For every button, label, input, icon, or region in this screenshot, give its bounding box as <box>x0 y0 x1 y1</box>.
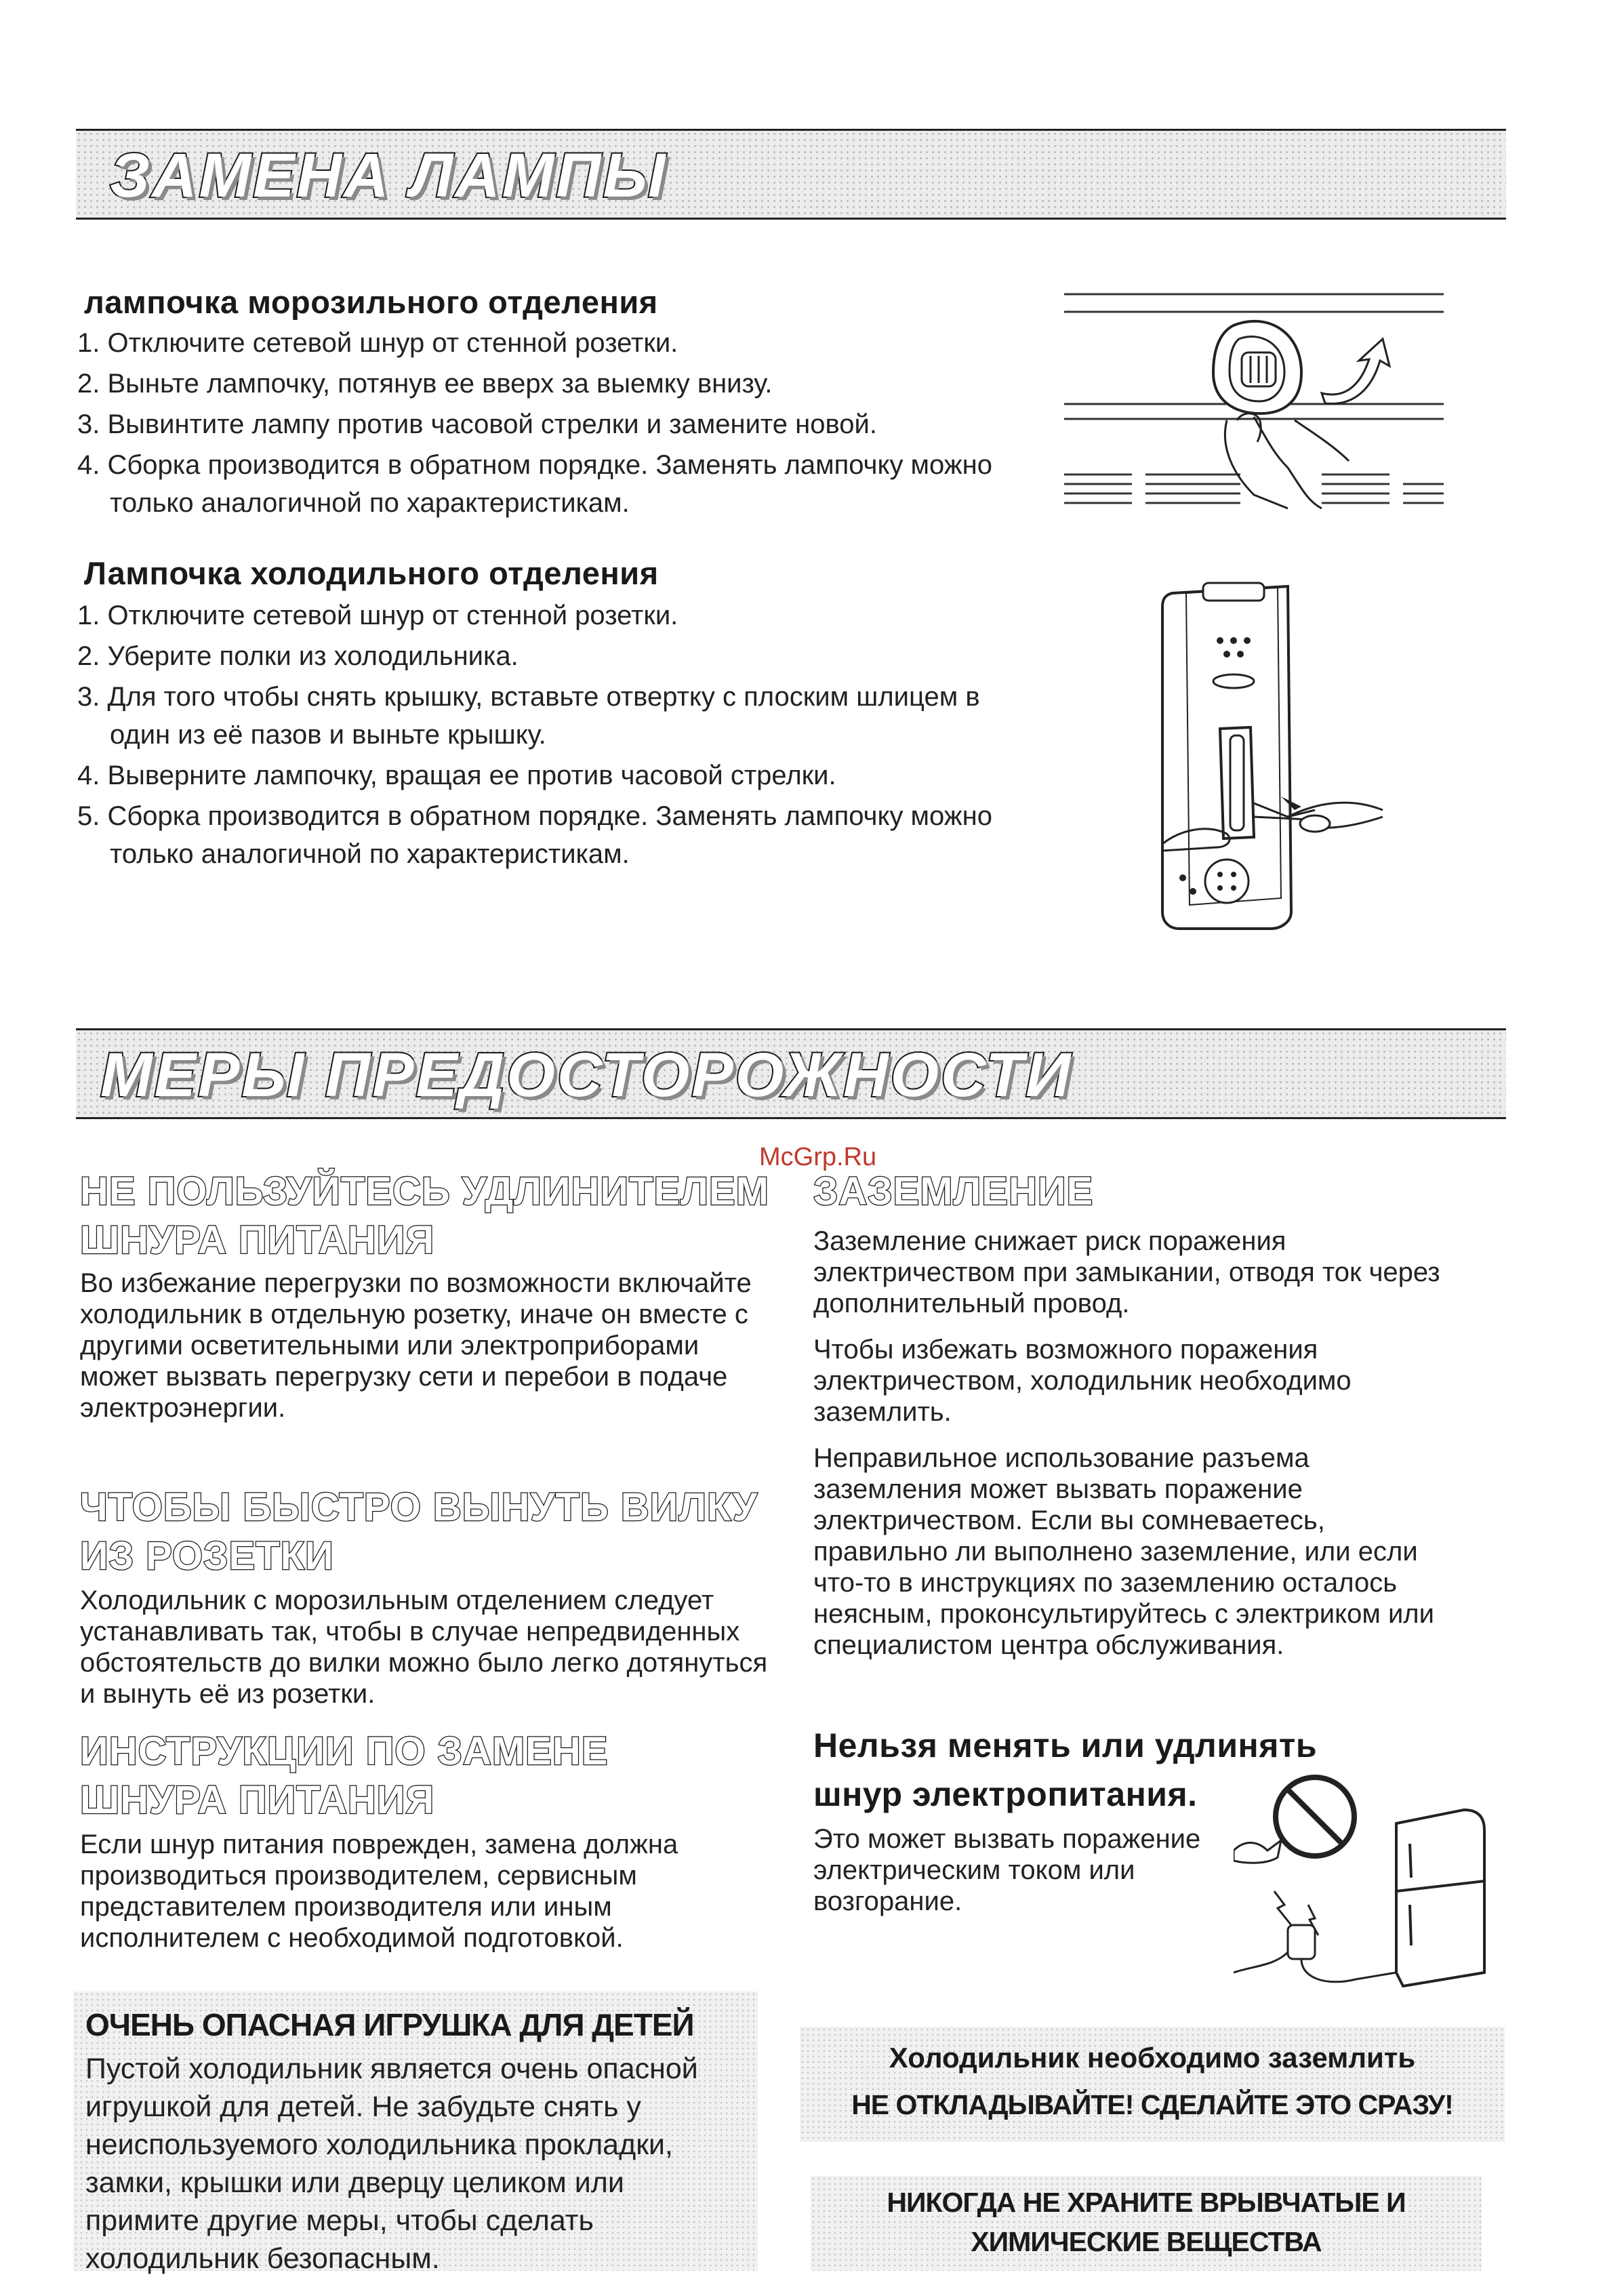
freezer-steps <box>77 324 1013 525</box>
extension-cord-text: Во избежание перегрузки по возможности включайте холодильник в отдельную розетку, иначе он вместе с другими осветительными или электроприборами может вызвать перегрузку сети и перебои в подаче электроэнергии. <box>80 1268 752 1423</box>
children-warning-text: Пустой холодильник является очень опасной игрушкой для детей. Не забудьте снять у неиспользуемого холодильника прокладки, замки, крышки или дверцу целиком или примите другие меры, чтобы сделать холодильник безопасным. <box>85 2053 698 2275</box>
unplug-text: Холодильник с морозильным отделением следует устанавливать так, чтобы в случае непредвиденных обстоятельств до вилки можно было легко дотянуться и вынуть её из розетки. <box>80 1585 768 1709</box>
grounding-heading: ЗАЗЕМЛЕНИЕ <box>813 1169 1094 1213</box>
freezer-step: 2. Выньте лампочку, потянув ее вверх за выемку внизу. <box>77 369 773 399</box>
precautions-banner-title: МЕРЫ ПРЕДОСТОРОЖНОСТИ <box>100 1041 1073 1110</box>
freezer-step: 3. Вывинтите лампу против часовой стрелки и замените новой. <box>77 409 877 439</box>
no-chemicals-line1: НИКОГДА НЕ ХРАНИТЕ ВРЫВЧАТЫЕ И <box>887 2187 1406 2218</box>
fridge-heading: Лампочка холодильного отделения <box>84 555 659 591</box>
fridge-step: 1. Отключите сетевой шнур от стенной розетки. <box>77 601 678 630</box>
ground-now-line1: Холодильник необходимо заземлить <box>889 2042 1416 2074</box>
grounding-text <box>813 1226 1464 1676</box>
children-warning-heading: ОЧЕНЬ ОПАСНАЯ ИГРУШКА ДЛЯ ДЕТЕЙ <box>85 2007 694 2042</box>
cord-replace-text: Если шнур питания поврежден, замена должна производиться производителем, сервисным представителем производителя или иным исполнителем с необходимой подготовкой. <box>80 1830 678 1953</box>
lamp-banner-title: ЗАМЕНА ЛАМПЫ <box>110 141 668 210</box>
cord-no-modify-heading-1: Нельзя менять или удлинять <box>813 1726 1318 1764</box>
fridge-steps <box>77 597 1013 876</box>
freezer-lamp-illustration <box>1064 285 1444 515</box>
freezer-step: 4. Сборка производится в обратном порядке. Заменять лампочку можно только аналогичной по характеристикам. <box>77 450 992 518</box>
fridge-step: 4. Выверните лампочку, вращая ее против часовой стрелки. <box>77 761 836 790</box>
fridge-step: 3. Для того чтобы снять крышку, вставьте отвертку с плоским шлицем в один из её пазов и выньте крышку. <box>77 682 980 750</box>
no-chemicals-line2: ХИМИЧЕСКИЕ ВЕЩЕСТВА <box>971 2226 1322 2257</box>
fridge-step: 5. Сборка производится в обратном порядке. Заменять лампочку можно только аналогичной по характеристикам. <box>77 801 992 869</box>
watermark: McGrp.Ru <box>759 1143 877 1171</box>
cord-replace-heading: ИНСТРУКЦИИ ПО ЗАМЕНЕ ШНУРА ПИТАНИЯ <box>80 1729 609 1822</box>
ground-now-box <box>800 2027 1505 2142</box>
no-chemicals-box <box>811 2176 1482 2271</box>
freezer-heading: лампочка морозильного отделения <box>84 284 658 320</box>
children-warning-box <box>73 1992 758 2275</box>
extension-cord-heading: НЕ ПОЛЬЗУЙТЕСЬ УДЛИНИТЕЛЕМ ШНУРА ПИТАНИЯ <box>80 1169 769 1262</box>
grounding-paragraph: Неправильное использование разъема заземления может вызвать поражение электричеством. Если вы сомневаетесь, правильно ли выполнено заземление, или если что-то в инструкциях по заземлению осталось неясным, проконсультируйтесь с электриком или специалистом центра обслуживания. <box>813 1443 1434 1660</box>
fridge-step: 2. Уберите полки из холодильника. <box>77 641 519 671</box>
ground-now-line2: НЕ ОТКЛАДЫВАЙТЕ! СДЕЛАЙТЕ ЭТО СРАЗУ! <box>851 2089 1453 2120</box>
grounding-paragraph: Заземление снижает риск поражения электричеством при замыкании, отводя ток через дополнительный провод. <box>813 1226 1440 1318</box>
cord-no-modify-text: Это может вызвать поражение электрическим током или возгорание. <box>813 1824 1201 1916</box>
bottom-rule-2 <box>76 1117 1506 1119</box>
grounding-paragraph: Чтобы избежать возможного поражения электричеством, холодильник необходимо заземлить. <box>813 1335 1352 1427</box>
freezer-step: 1. Отключите сетевой шнур от стенной розетки. <box>77 328 678 358</box>
lamp-banner <box>76 131 1506 218</box>
unplug-heading: ЧТОБЫ БЫСТРО ВЫНУТЬ ВИЛКУ ИЗ РОЗЕТКИ <box>80 1485 758 1578</box>
fridge-lamp-illustration <box>1152 573 1396 932</box>
bottom-rule-1 <box>76 218 1506 220</box>
no-cord-modification-illustration <box>1234 1769 1505 2000</box>
precautions-banner <box>76 1030 1506 1117</box>
cord-no-modify-heading-2: шнур электропитания. <box>813 1775 1198 1813</box>
